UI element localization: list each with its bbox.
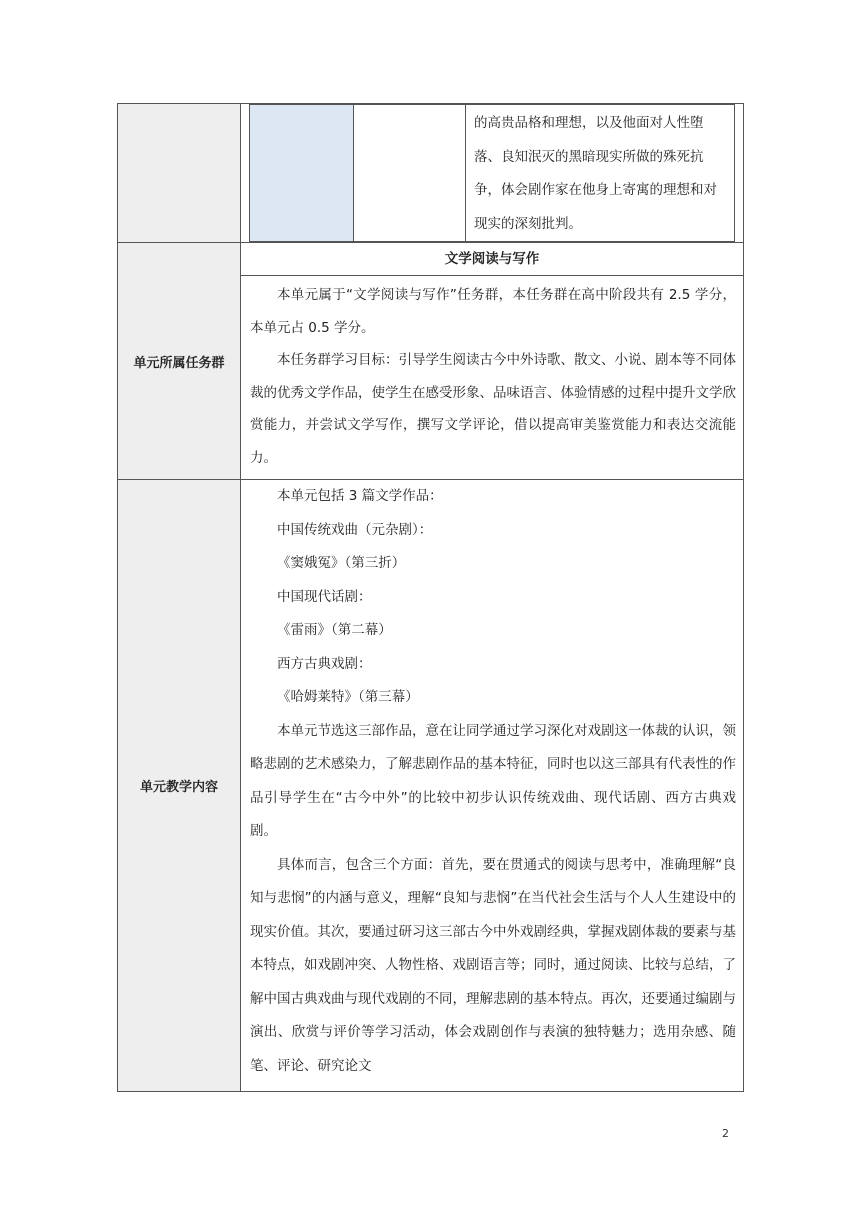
content-paragraph-1: 本单元节选这三部作品，意在让同学通过学习深化对戏剧这一体裁的认识，领略悲剧的艺术感染力，了解悲剧作品的基本特征，同时也以这三部具有代表性的作品引导学生在“古今中外”的比较中初步认识传统戏曲、现代话剧、西方古典戏剧。	[250, 722, 736, 839]
content-line-2: 中国传统戏曲（元杂剧）：	[277, 521, 433, 538]
content-paragraph-2: 具体而言，包含三个方面：首先，要在贯通式的阅读与思考中，准确理解“良知与悲悯”的内涵与意义，理解“良知与悲悯”在当代社会生活与个人人生建设中的现实价值。其次，要通过研习这三部古今中外戏剧经典，掌握戏剧体裁的要素与基本特点，如戏剧冲突、人物性格、戏剧语言等；同时，通过阅读、比较与总结，了解中国古典戏曲与现代戏剧的不同，理解悲剧的基本特点。再次，还要通过编剧与演出、欣赏与评价等学习活动，体会戏剧创作与表演的独特魅力；选用杂感、随笔、评论、研究论文	[250, 856, 736, 1074]
task-group-row	[118, 243, 744, 480]
content-line-1: 本单元包括 3 篇文学作品：	[277, 488, 443, 504]
curriculum-table	[117, 103, 744, 1092]
task-group-paragraph-1: 本单元属于“文学阅读与写作”任务群，本任务群在高中阶段共有 2.5 学分，本单元占 0.5 学分。	[250, 287, 736, 336]
content-line-3: 《窦娥冤》（第三折）	[277, 555, 406, 571]
content-line-5: 《雷雨》（第二幕）	[277, 622, 392, 638]
content-line-4: 中国现代话剧：	[277, 588, 372, 605]
inner-table	[249, 104, 735, 242]
teaching-content-cell	[241, 480, 744, 1092]
task-group-title: 文学阅读与写作	[241, 243, 743, 276]
content-line-6: 西方古典戏剧：	[277, 655, 372, 672]
task-group-paragraph-2: 本任务群学习目标：引导学生阅读古今中外诗歌、散文、小说、剧本等不同体裁的优秀文学作品，使学生在感受形象、品味语言、体验情感的过程中提升文学欣赏能力，并尝试文学写作，撰写文学评论，借以提高审美鉴赏能力和表达交流能力。	[250, 352, 736, 466]
continued-content-cell	[241, 104, 744, 243]
inner-cell-empty	[354, 105, 466, 242]
inner-cell-highlight	[250, 105, 354, 242]
content-line-7: 《哈姆莱特》（第三幕）	[277, 689, 419, 705]
task-group-cell	[241, 243, 744, 480]
teaching-content-label: 单元教学内容	[118, 480, 241, 1092]
teaching-content-row	[118, 480, 744, 1092]
continued-row	[118, 104, 744, 243]
page-number: 2	[722, 1127, 729, 1140]
continued-text: 的高贵品格和理想，以及他面对人性堕落、良知泯灭的黑暗现实所做的殊死抗争，体会剧作家在他身上寄寓的理想和对现实的深刻批判。	[466, 105, 735, 242]
task-group-label: 单元所属任务群	[118, 243, 241, 480]
continued-label-cell	[118, 104, 241, 243]
